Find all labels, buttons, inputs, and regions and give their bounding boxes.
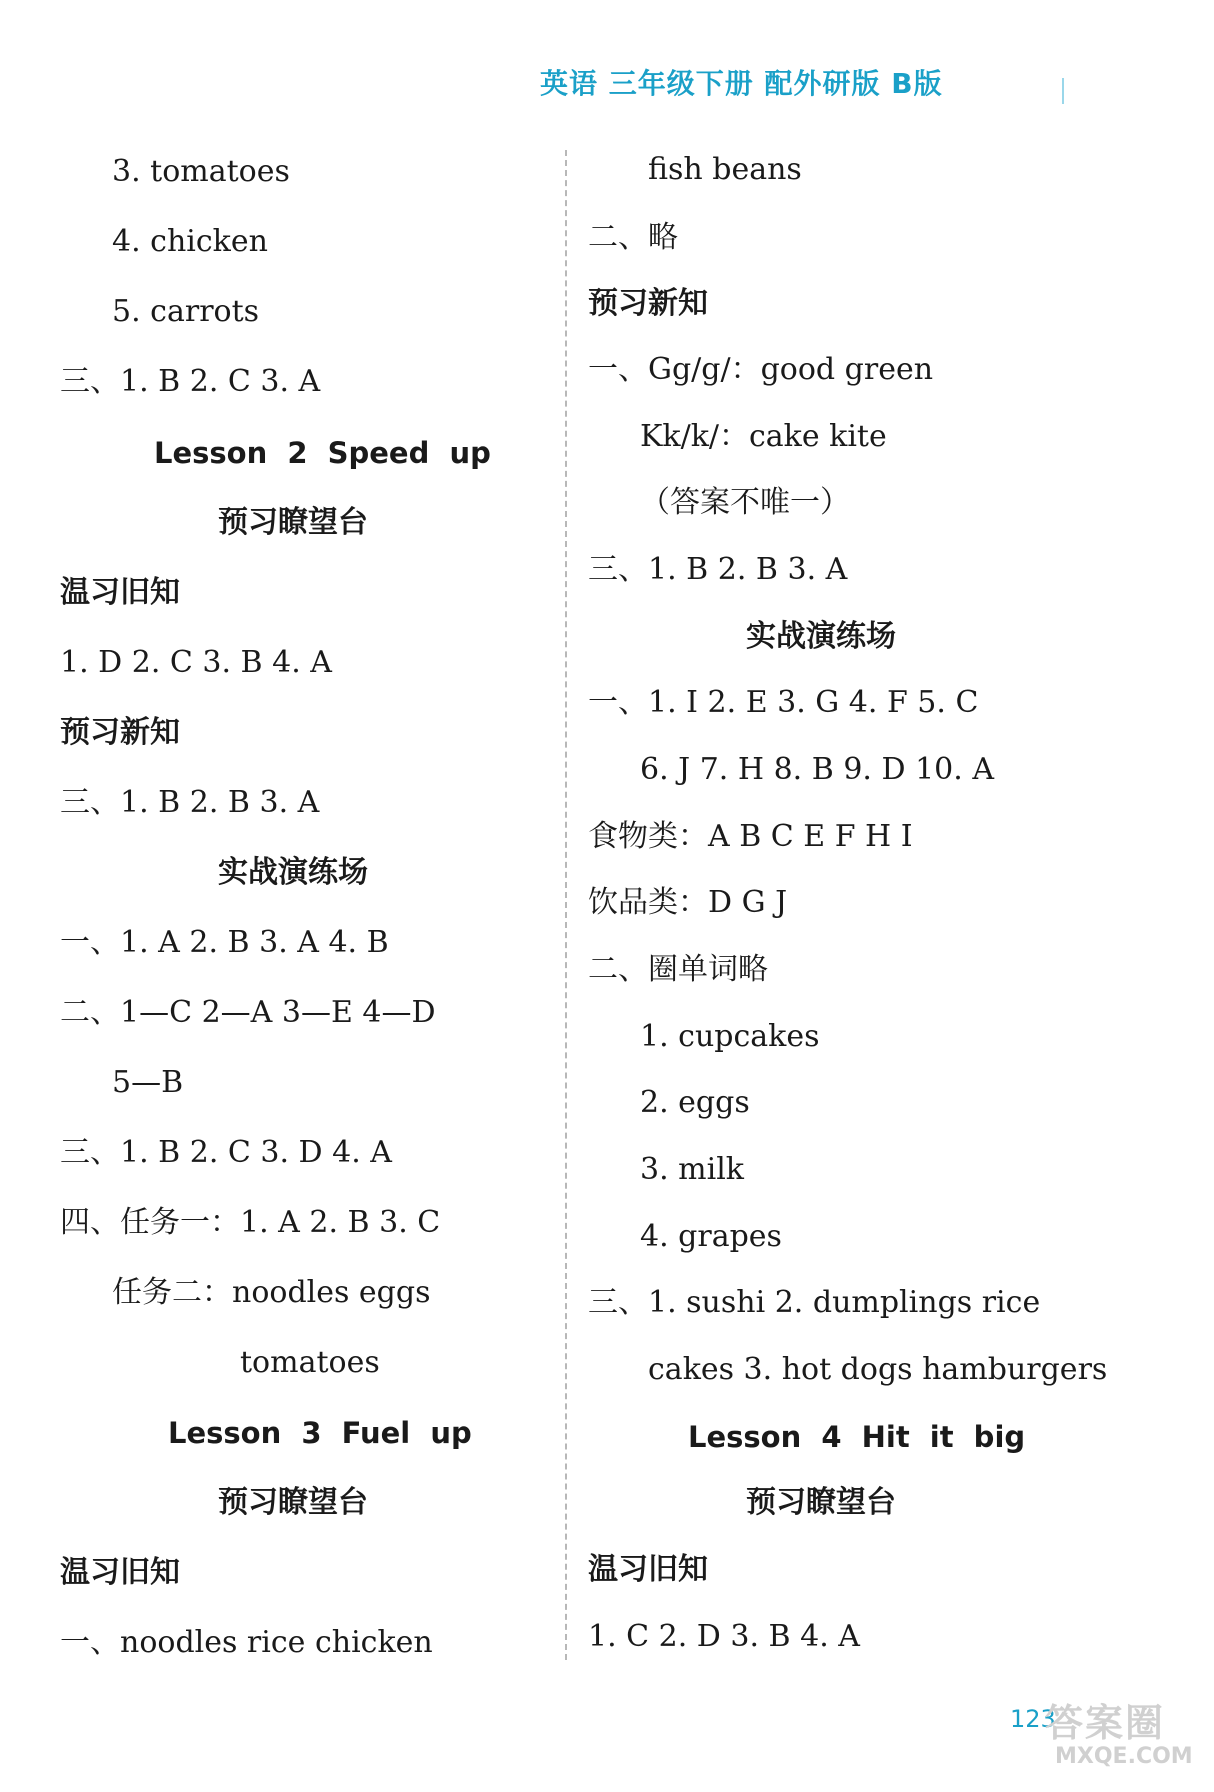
- answer-line: 四、任务一：1. A 2. B 3. C: [60, 1205, 441, 1240]
- answer-line: 食物类：A B C E F H I: [588, 819, 913, 854]
- answer-line: 4. grapes: [640, 1219, 782, 1254]
- answer-line: 6. J 7. H 8. B 9. D 10. A: [640, 752, 994, 787]
- section-heading: 实战演练场: [218, 855, 368, 890]
- section-heading: 预习瞭望台: [746, 1485, 896, 1520]
- answer-line: 5—B: [112, 1065, 184, 1100]
- subsection-heading: 温习旧知: [60, 1555, 180, 1590]
- answer-line: 一、1. I 2. E 3. G 4. F 5. C: [588, 685, 979, 720]
- answer-line: 三、1. sushi 2. dumplings rice: [588, 1285, 1041, 1320]
- answer-line: 二、圈单词略: [588, 952, 768, 987]
- answer-line: fish beans: [648, 152, 802, 187]
- lesson-title: Lesson 4 Hit it big: [688, 1420, 1026, 1454]
- answer-line: 一、noodles rice chicken: [60, 1625, 433, 1660]
- header-accent-bar: [1062, 78, 1064, 104]
- answer-line: tomatoes: [240, 1345, 380, 1380]
- answer-line: 任务二：noodles eggs: [112, 1275, 431, 1310]
- answer-line: 一、Gg/g/：good green: [588, 352, 934, 387]
- answer-line: 三、1. B 2. C 3. A: [60, 364, 321, 399]
- answer-line: 3. milk: [640, 1152, 744, 1187]
- subsection-heading: 温习旧知: [60, 575, 180, 610]
- answer-line: 1. cupcakes: [640, 1019, 820, 1054]
- subsection-heading: 温习旧知: [588, 1552, 708, 1587]
- answer-line: 饮品类：D G J: [588, 885, 788, 920]
- section-heading: 实战演练场: [746, 619, 896, 654]
- section-heading: 预习瞭望台: [218, 1485, 368, 1520]
- watermark-url: MXQE.COM: [1055, 1744, 1193, 1769]
- book-header: 英语 三年级下册 配外研版 B版: [540, 67, 943, 100]
- answer-line: 5. carrots: [112, 294, 260, 329]
- answer-line: （答案不唯一）: [640, 485, 850, 520]
- column-divider: [565, 150, 567, 1660]
- answer-line: 二、1—C 2—A 3—E 4—D: [60, 995, 436, 1030]
- answer-line: 一、1. A 2. B 3. A 4. B: [60, 925, 389, 960]
- answer-line: 3. tomatoes: [112, 154, 290, 189]
- section-heading: 预习瞭望台: [218, 505, 368, 540]
- page-number: 123: [1010, 1705, 1056, 1733]
- answer-line: cakes 3. hot dogs hamburgers: [648, 1352, 1108, 1387]
- lesson-title: Lesson 2 Speed up: [154, 436, 491, 470]
- answer-line: 1. D 2. C 3. B 4. A: [60, 645, 332, 680]
- answer-line: 三、1. B 2. B 3. A: [588, 552, 848, 587]
- answer-line: 4. chicken: [112, 224, 268, 259]
- answer-line: 2. eggs: [640, 1085, 750, 1120]
- answer-line: 三、1. B 2. B 3. A: [60, 785, 320, 820]
- site-watermark: [1045, 1692, 1205, 1782]
- answer-line: Kk/k/：cake kite: [640, 419, 887, 454]
- answer-line: 1. C 2. D 3. B 4. A: [588, 1619, 860, 1654]
- subsection-heading: 预习新知: [60, 715, 180, 750]
- subsection-heading: 预习新知: [588, 286, 708, 321]
- answer-line: 三、1. B 2. C 3. D 4. A: [60, 1135, 392, 1170]
- answer-line: 二、略: [588, 220, 678, 255]
- lesson-title: Lesson 3 Fuel up: [168, 1416, 472, 1450]
- watermark-text: 答案圈: [1045, 1701, 1166, 1745]
